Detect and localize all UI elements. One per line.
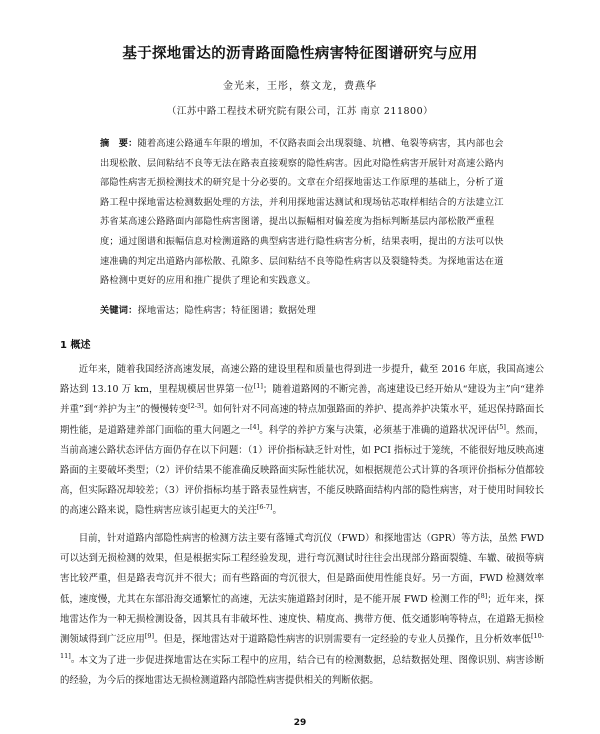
p1-text-b: ；随着道路网的不断完善，高速建设已经开始从“建设为主”向“建养并重”到“养护为主”的慢慢转变 [60, 384, 544, 416]
body-paragraph-2 [60, 529, 544, 670]
citation: [8] [478, 591, 488, 600]
citation: [1] [253, 382, 263, 391]
p2-text-b: ；近年来，探地雷达作为一种无损检测设备，因其具有非破坏性、速度快、精度高、携带方便、低交通影响等特点，在道路无损检测领域得到广泛应用 [60, 593, 544, 646]
p2-text-a: 目前，针对道路内部隐性病害的检测方法主要有落锤式弯沉仪（FWD）和探地雷达（GPR）等方法，虽然 FWD 可以达到无损检测的效果，但是根据实际工程经验发现，进行弯沉测试时往往会出现部分路面裂缝、车辙、破损等病害比较严重，但是路表弯沉并不很大；而有些路面的弯沉很大，但是路面使用性能良好。另一方面，FWD 检测效率低，速度慢，尤其在东部沿海交通繁忙的高速，无法实施道路封闭时，是不能开展 FWD 检测工作的 [60, 533, 544, 605]
citation: [5] [496, 422, 506, 431]
p1-text-e: 。然而，当前高速公路状态评估方面仍存在以下问题：（1）评价指标缺乏针对性，如 PCI 指标过于笼统，不能很好地反映高速路面的主要破坏类型；（2）评价结果不能准确反映路面实际性能状况，如根据规范公式计算的各项评价指标分值都较高，但实际路况却较差；（3）评价指标均基于路表显性病害，不能反映路面结构内部的隐性病害，对于使用时间较长的高速公路来说，隐性病害应该引起更大的关注 [60, 424, 544, 517]
section-heading: 1 概述 [60, 340, 91, 351]
citation: [4] [249, 422, 260, 431]
citation: [10-11] [60, 631, 544, 661]
body-paragraph-3 [60, 651, 544, 691]
abstract [100, 134, 504, 291]
p1-text-c: 。如何针对不同高速的特点加强路面的养护、提高养护决策水平，延迟保持路面长期性能，是道路建养部门面临的重大问题之一 [60, 404, 544, 436]
affiliation: （江苏中路工程技术研究院有限公司，江苏 南京 211800） [166, 106, 434, 117]
body-paragraph-1 [60, 360, 544, 522]
page-number: 29 [293, 718, 307, 728]
p1-text-a: 近年来，随着我国经济高速发展，高速公路的建设里程和质量也得到进一步提升，截至 2016 年底，我国高速公路达到 13.10 万 km，里程规模居世界第一位 [60, 364, 544, 396]
citation: [2-3] [188, 402, 204, 411]
citation: [6-7] [256, 503, 273, 512]
abstract-label: 摘 要： [100, 138, 138, 149]
p2-text-c: 。但是，探地雷达对于道路隐性病害的识别需要有一定经验的专业人员操作，且分析效率低 [154, 634, 531, 646]
keywords-label: 关键词： [100, 305, 138, 316]
abstract-text: 随着高速公路通车年限的增加，不仅路表面会出现裂缝、坑槽、龟裂等病害，其内部也会出现松散、层间粘结不良等无法在路表直接观察的隐性病害。因此对隐性病害开展针对高速公路内部隐性病害无损检测技术的研究是十分必要的。文章在介绍探地雷达工作原理的基础上，分析了道路工程中探地雷达检测数据处理的方法，并利用探地雷达测试和现场钻芯取样相结合的方法建立江苏省某高速公路路面内部隐性病害图谱，提出以振幅相对偏差度为指标判断基层内部松散严重程度；通过图谱和振幅信息对检测道路的典型病害进行隐性病害分析，结果表明，提出的方法可以快速准确的判定出道路内部松散、孔隙多、层间粘结不良等隐性病害以及裂缝特类。为探地雷达在道路检测中更好的应用和推广提供了理论和实践意义。 [100, 138, 504, 287]
paper-title: 基于探地雷达的沥青路面隐性病害特征图谱研究与应用 [122, 46, 478, 62]
keywords [100, 302, 504, 316]
author-list: 金光来，王彤，蔡文龙，费燕华 [223, 81, 377, 92]
p1-text-d: 。科学的养护方案与决策，必须基于准确的道路状况评估 [259, 424, 497, 436]
citation: [9] [144, 631, 155, 640]
keywords-text: 探地雷达；隐性病害；特征图谱；数据处理 [137, 305, 316, 316]
p3-text: 本文为了进一步促进探地雷达在实际工程中的应用，结合已有的检测数据，总结数据处理、图像识别、病害诊断的经验，为今后的探地雷达无损检测道路内部隐性病害提供相关的判断依据。 [60, 655, 544, 687]
p2-text-d: 。 [70, 654, 81, 666]
p1-text-f: 。 [272, 505, 282, 517]
